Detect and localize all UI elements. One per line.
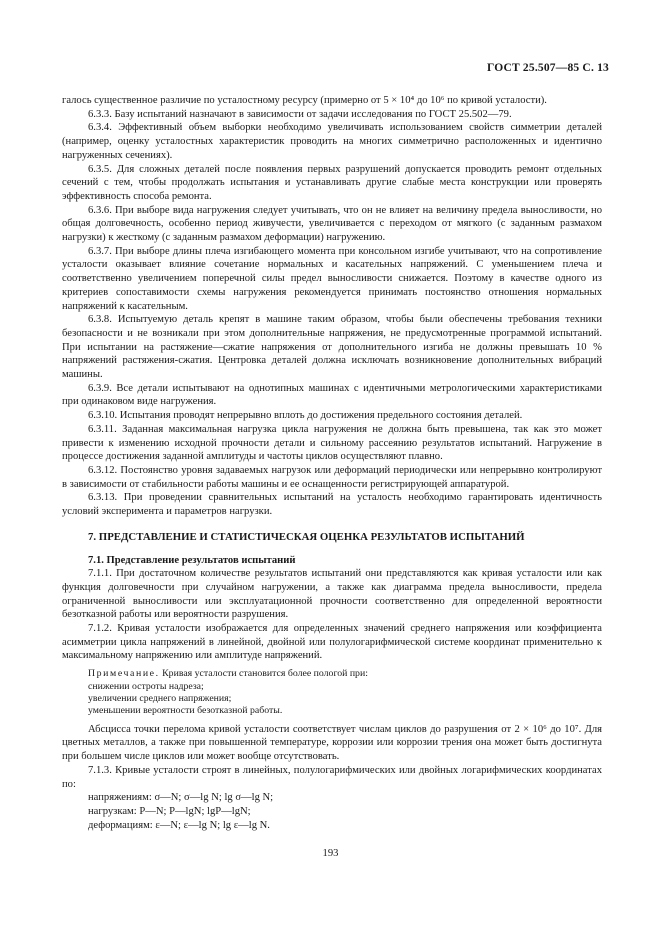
paragraph-6-3-4: 6.3.4. Эффективный объем выборки необходимо увеличивать использованием свойств симметрии деталей (например, оценку усталостных характеристик проводить на многих симметрично расположенных и идентично нагруженных сечениях). [62, 122, 602, 161]
paragraph-7-1-2: 7.1.2. Кривая усталости изображается для определенных значений среднего напряжения или коэффициента асимметрии цикла напряжений в линейной, двойной или полулогарифмической системе координат применительно к максимальному напряжению или амплитуде напряжений. [62, 623, 602, 662]
paragraph-6-3-13: 6.3.13. При проведении сравнительных испытаний на усталость необходимо гарантировать идентичность условий эксперимента и параметров нагрузки. [62, 492, 602, 518]
paragraph-continuation: галось существенное различие по усталостному ресурсу (примерно от 5 × 10⁴ до 10⁶ по кривой усталости). [62, 95, 547, 106]
paragraph-6-3-9: 6.3.9. Все детали испытывают на однотипных машинах с идентичными метрологическими характеристиками при одинаковом виде нагружения. [62, 382, 602, 408]
paragraph-7-1-1: 7.1.1. При достаточном количестве результатов испытаний они представляются как кривая усталости или как функция долговечности при случайном нагружении, а также как диаграмма предела выносливости, предела ограниченной выносливости или эксплуатационной прочности соответственно для определенной вероятности безотказной работы или вероятности разрушения. [62, 568, 602, 621]
note-item: увеличении среднего напряжения; [88, 692, 232, 704]
note [88, 668, 602, 680]
subsection-7-1-title: 7.1. Представление результатов испытаний [88, 554, 296, 566]
paragraph-6-3-8: 6.3.8. Испытуемую деталь крепят в машине таким образом, чтобы были обеспечены требования техники безопасности и не возникали при этом дополнительные напряжения, не предусмотренные программой испытаний. При испытании на растяжение—сжатие напряжения от дополнительного изгиба не должны превышать 10 % напряжений растяжения-сжатия. Центровка деталей должна исключать возникновение дополнительных вибраций машины. [62, 314, 602, 381]
paragraph-6-3-6: 6.3.6. При выборе вида нагружения следует учитывать, что он не влияет на величину предела выносливости, но общая долговечность, особенно период живучести, увеличивается с переходом от мягкого (с заданным размахом нагрузки) к жесткому (с заданным размахом деформации) нагружению. [62, 204, 602, 244]
note-heading: Примечание. [88, 668, 160, 680]
formula-strains: деформациям: ε—N; ε—lg N; lg ε—lg N. [88, 819, 270, 831]
paragraph-abscissa: Абсцисса точки перелома кривой усталости соответствует числам циклов до разрушения от 2 × 10⁶ до 10⁷. Для цветных металлов, а также при повышенной температуре, коррозии или коррозии трения она может быть достигнута при большем числе циклов или может вообще отсутствовать. [62, 723, 602, 763]
paragraph-7-1-3: 7.1.3. Кривые усталости строят в линейных, полулогарифмических или двойных логарифмических координатах по: [62, 764, 602, 790]
document-body [62, 94, 602, 832]
paragraph-6-3-11: 6.3.11. Заданная максимальная нагрузка цикла нагружения не должна быть превышена, так как это может привести к изменению исходной прочности детали и сильному рассеянию результатов испытаний. Нагружение в процессе достижения заданной амплитуды и частоты циклов осуществляют плавно. [62, 423, 602, 463]
formula-loads: нагрузкам: P—N; P—lgN; lgP—lgN; [88, 805, 251, 817]
note-item: уменьшении вероятности безотказной работы. [88, 705, 283, 717]
paragraph-6-3-5: 6.3.5. Для сложных деталей после появления первых разрушений допускается проводить ремонт отдельных сечений с тем, чтобы продолжать испытания и устанавливать другие слабые места конструкции или проверять эффективность способа ремонта. [62, 163, 602, 202]
paragraph-6-3-3: 6.3.3. Базу испытаний назначают в зависимости от задачи исследования по ГОСТ 25.502—79. [88, 108, 512, 120]
note-text: Кривая усталости становится более пологой при: [162, 668, 368, 680]
note-item: снижении остроты надреза; [88, 680, 204, 692]
paragraph-6-3-7: 6.3.7. При выборе длины плеча изгибающего момента при консольном изгибе учитывают, что на сопротивление усталости оказывает влияние сочетание нормальных и касательных напряжений. С уменьшением плеча и соответственно увеличением поперечной силы предел выносливости снижается. Поэтому в качестве одного из критериев сопоставимости схемы нагружения рекомендуется принимать постоянство отношения нормальных напряжений к касательным. [62, 245, 602, 312]
page-number: 193 [322, 848, 339, 859]
page-header: ГОСТ 25.507—85 С. 13 [486, 62, 609, 74]
formula-stresses: напряжениям: σ—N; σ—lg N; lg σ—lg N; [88, 792, 274, 804]
section-7-title: 7. ПРЕДСТАВЛЕНИЕ И СТАТИСТИЧЕСКАЯ ОЦЕНКА РЕЗУЛЬТАТОВ ИСПЫТАНИЙ [88, 530, 525, 543]
paragraph-6-3-12: 6.3.12. Постоянство уровня задаваемых нагрузок или деформаций периодически или непрерывно контролируют в зависимости от стабильности работы машины и ее оснащенности регистрирующей аппаратурой. [62, 464, 602, 490]
paragraph-6-3-10: 6.3.10. Испытания проводят непрерывно вплоть до достижения предельного состояния деталей. [88, 410, 523, 422]
